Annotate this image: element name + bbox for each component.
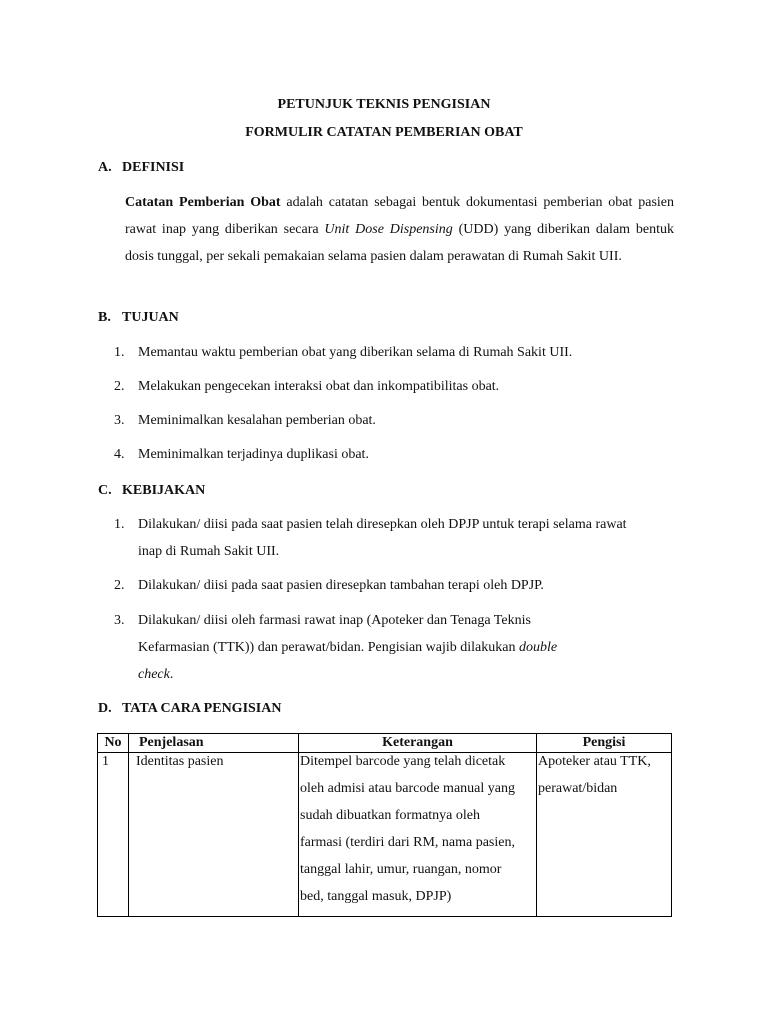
- table-header-penjelasan: Penjelasan: [129, 734, 299, 753]
- definition-text-2: (UDD) yang diberikan dalam bentuk dosis tunggal, per sekali pemakaian selama pasien dalam perawatan di Rumah Sakit UII.: [125, 222, 674, 264]
- table-cell-penjelasan: Identitas pasien: [129, 753, 299, 917]
- tujuan-item-number: 3.: [114, 413, 125, 428]
- keterangan-line: farmasi (terdiri dari RM, nama pasien,: [300, 835, 515, 850]
- section-b-letter: B.: [98, 310, 111, 325]
- table-cell-keterangan: [299, 753, 537, 917]
- keterangan-line: bed, tanggal masuk, DPJP): [300, 889, 452, 904]
- kebijakan-item-number: 1.: [114, 517, 125, 532]
- section-a-title: DEFINISI: [122, 160, 185, 175]
- kebijakan-item-text: Dilakukan/ diisi pada saat pasien diresepkan tambahan terapi oleh DPJP.: [138, 578, 544, 593]
- section-c-title: KEBIJAKAN: [122, 483, 206, 498]
- table-header-pengisi: Pengisi: [537, 734, 672, 753]
- kebijakan-item-text: [138, 511, 678, 565]
- keterangan-line: tanggal lahir, umur, ruangan, nomor: [300, 862, 502, 877]
- kebijakan-italic-double: double: [518, 640, 558, 655]
- kebijakan-item-line: Dilakukan/ diisi oleh farmasi rawat inap (Apoteker dan Tenaga Teknis: [138, 613, 531, 628]
- kebijakan-period: .: [169, 667, 174, 682]
- kebijakan-item-line: Kefarmasian (TTK)) dan perawat/bidan. Pengisian wajib dilakukan: [138, 640, 519, 655]
- document-title-line2: FORMULIR CATATAN PEMBERIAN OBAT: [245, 125, 523, 140]
- tujuan-item-text: Melakukan pengecekan interaksi obat dan inkompatibilitas obat.: [138, 379, 500, 394]
- tujuan-item-text: Meminimalkan terjadinya duplikasi obat.: [138, 447, 369, 462]
- table-cell-pengisi: [537, 753, 672, 917]
- keterangan-line: sudah dibuatkan formatnya oleh: [300, 808, 481, 823]
- section-a-heading: [98, 160, 184, 176]
- table-cell-no: 1: [98, 753, 129, 917]
- tata-cara-table: [97, 733, 672, 917]
- keterangan-line: Ditempel barcode yang telah dicetak: [300, 754, 506, 769]
- document-title-line1: PETUNJUK TEKNIS PENGISIAN: [277, 97, 491, 112]
- table-header-row: [98, 734, 672, 753]
- kebijakan-item-number: 3.: [114, 613, 125, 628]
- section-d-letter: D.: [98, 701, 112, 716]
- definition-term: Catatan Pemberian Obat: [125, 195, 281, 210]
- section-d-heading: [98, 701, 281, 717]
- tujuan-item-text: Meminimalkan kesalahan pemberian obat.: [138, 413, 376, 428]
- section-c-heading: [98, 483, 205, 499]
- section-d-title: TATA CARA PENGISIAN: [122, 701, 282, 716]
- definition-paragraph: [125, 189, 674, 270]
- kebijakan-item-line: inap di Rumah Sakit UII.: [138, 544, 280, 559]
- section-c-letter: C.: [98, 483, 112, 498]
- tujuan-item-number: 1.: [114, 345, 125, 360]
- kebijakan-item-number: 2.: [114, 578, 125, 593]
- table-header-no: No: [98, 734, 129, 753]
- section-b-heading: [98, 310, 179, 326]
- kebijakan-item-line: Dilakukan/ diisi pada saat pasien telah diresepkan oleh DPJP untuk terapi selama rawat: [138, 517, 627, 532]
- definition-text-1: adalah catatan sebagai bentuk dokumentasi pemberian obat pasien rawat inap yang diberikan secara: [125, 195, 674, 237]
- section-a-letter: A.: [98, 160, 112, 175]
- kebijakan-item-text: [138, 607, 678, 688]
- section-b-title: TUJUAN: [122, 310, 179, 325]
- keterangan-line: oleh admisi atau barcode manual yang: [300, 781, 515, 796]
- table-header-keterangan: Keterangan: [299, 734, 537, 753]
- tujuan-item-number: 4.: [114, 447, 125, 462]
- kebijakan-italic-check: check: [138, 667, 170, 682]
- tujuan-item-number: 2.: [114, 379, 125, 394]
- pengisi-line: perawat/bidan: [538, 781, 618, 796]
- tujuan-item-text: Memantau waktu pemberian obat yang diberikan selama di Rumah Sakit UII.: [138, 345, 573, 360]
- pengisi-line: Apoteker atau TTK,: [538, 754, 651, 769]
- table-row: [98, 753, 672, 917]
- definition-italic-term: Unit Dose Dispensing: [324, 222, 453, 237]
